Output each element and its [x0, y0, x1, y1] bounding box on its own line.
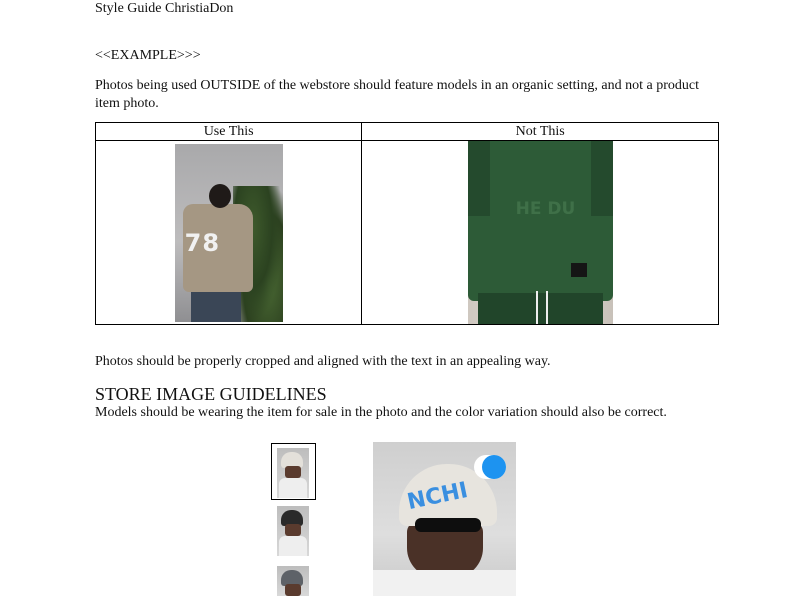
- product-thumbnail-3[interactable]: [277, 566, 309, 596]
- tee-print: HE DU: [515, 199, 576, 219]
- not-this-photo: [468, 141, 613, 324]
- store-guidelines-paragraph: Models should be wearing the item for sale in the photo and the color variation should also be correct.: [95, 405, 667, 420]
- use-this-cell: [96, 141, 362, 325]
- sunglasses-shape: [415, 518, 481, 532]
- product-thumbnail-2[interactable]: [277, 506, 309, 556]
- store-guidelines-heading: STORE IMAGE GUIDELINES: [95, 384, 327, 404]
- outside-webstore-paragraph: Photos being used OUTSIDE of the webstore should feature models in an organic setting, and not a product item photo.: [95, 78, 699, 111]
- beanie-print: NCHI: [405, 477, 471, 516]
- not-this-cell: [362, 141, 719, 325]
- model-head-shape: [209, 184, 231, 208]
- model-pants-shape: [191, 292, 241, 322]
- drawstring-shape: [536, 291, 538, 324]
- right-sleeve-shape: [591, 141, 613, 216]
- color-toggle-icon[interactable]: [474, 455, 506, 479]
- comparison-table: [95, 122, 719, 325]
- document-title: Style Guide ChristiaDon: [95, 1, 234, 16]
- left-sleeve-shape: [468, 141, 490, 216]
- white-shirt-shape: [373, 570, 516, 596]
- jersey-number: 78: [184, 228, 221, 257]
- not-this-header: Not This: [362, 123, 719, 141]
- use-this-header: Use This: [96, 123, 362, 141]
- drawstring-shape: [546, 291, 548, 324]
- use-this-photo: [175, 144, 283, 322]
- tee-tag-shape: [571, 263, 587, 277]
- green-shorts-shape: [478, 293, 603, 324]
- cropping-paragraph: Photos should be properly cropped and aligned with the text in an appealing way.: [95, 354, 551, 369]
- toggle-knob-icon: [482, 455, 506, 479]
- example-marker: <<EXAMPLE>>>: [95, 48, 201, 63]
- product-thumbnail-1[interactable]: [277, 448, 309, 498]
